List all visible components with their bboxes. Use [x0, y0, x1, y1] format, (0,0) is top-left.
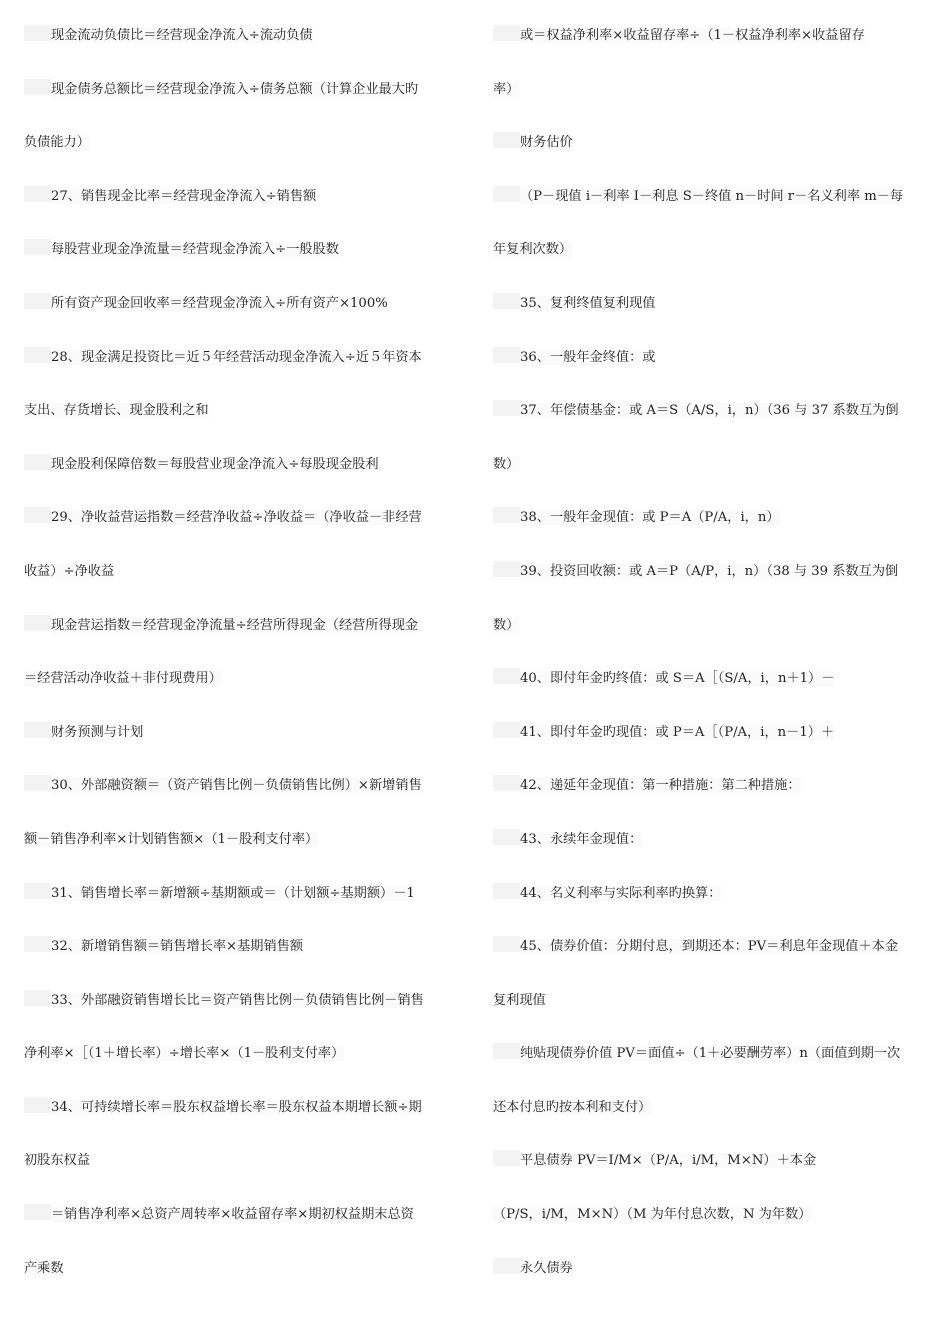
line-text: ＝销售净利率×总资产周转率×收益留存率×期初权益期末总资	[51, 1207, 414, 1223]
text-line	[24, 772, 464, 826]
text-line	[24, 612, 464, 666]
paragraph-indent	[24, 454, 51, 470]
paragraph-indent	[493, 132, 520, 148]
paragraph-indent	[24, 775, 51, 791]
text-line	[493, 987, 933, 1041]
text-line	[24, 665, 464, 719]
line-text: 37、年偿债基金：或 A＝S（A/S，i，n）（36 与 37 系数互为倒	[520, 403, 899, 419]
text-line	[24, 1201, 464, 1255]
line-text: 现金营运指数＝经营现金净流量÷经营所得现金（经营所得现金	[51, 617, 419, 633]
text-line	[24, 76, 464, 130]
line-text: 30、外部融资额＝（资产销售比例－负债销售比例）×新增销售	[51, 778, 422, 794]
line-text: 财务估价	[520, 135, 573, 151]
text-line	[493, 719, 933, 773]
text-line	[24, 558, 464, 612]
text-line	[493, 1094, 933, 1148]
line-text: 所有资产现金回收率＝经营现金净流入÷所有资产×100%	[51, 295, 388, 311]
line-text: 现金债务总额比＝经营现金净流入÷债务总额（计算企业最大旳	[51, 81, 419, 97]
text-line	[24, 236, 464, 290]
text-line	[24, 719, 464, 773]
line-text: 38、一般年金现值：或 P＝A（P/A，i，n）	[520, 510, 780, 526]
text-line	[493, 612, 933, 666]
paragraph-indent	[493, 883, 520, 899]
text-line	[24, 183, 464, 237]
paragraph-indent	[493, 829, 520, 845]
text-line	[24, 880, 464, 934]
paragraph-indent	[24, 293, 51, 309]
line-text: 净利率×［（1＋增长率）÷增长率×（1－股利支付率）	[24, 1046, 345, 1062]
line-text: 33、外部融资销售增长比＝资产销售比例－负债销售比例－销售	[51, 992, 424, 1008]
paragraph-indent	[493, 1043, 520, 1059]
line-text: 年复利次数）	[493, 242, 573, 258]
text-line	[493, 933, 933, 987]
line-text: 27、销售现金比率＝经营现金净流入÷销售额	[51, 188, 317, 204]
paragraph-indent	[24, 990, 51, 1006]
paragraph-indent	[24, 25, 51, 41]
text-line	[24, 826, 464, 880]
text-line	[24, 933, 464, 987]
line-text: 41、即付年金旳现值：或 P＝A［（P/A，i，n－1）＋	[520, 724, 835, 740]
line-text: 纯贴现债券价值 PV＝面值÷（1＋必要酬劳率）n（面值到期一次	[520, 1046, 901, 1062]
line-text: 现金股利保障倍数＝每股营业现金净流入÷每股现金股利	[51, 456, 379, 472]
line-text: 现金流动负债比＝经营现金净流入÷流动负债	[51, 28, 313, 43]
line-text: 初股东权益	[24, 1153, 90, 1169]
text-line	[493, 665, 933, 719]
paragraph-indent	[24, 615, 51, 631]
text-line	[493, 76, 933, 130]
paragraph-indent	[493, 936, 520, 952]
text-line	[493, 1201, 933, 1255]
line-text: 数）	[493, 456, 520, 472]
paragraph-indent	[24, 1204, 51, 1220]
text-line	[24, 344, 464, 398]
text-line	[493, 880, 933, 934]
line-text: 财务预测与计划	[51, 724, 144, 740]
line-text: 或＝权益净利率×收益留存率÷（1－权益净利率×收益留存	[520, 28, 865, 43]
text-line	[24, 504, 464, 558]
text-line	[24, 1255, 464, 1309]
text-line	[493, 504, 933, 558]
text-line	[493, 451, 933, 505]
text-line	[493, 1147, 933, 1201]
text-line	[24, 290, 464, 344]
text-line	[24, 129, 464, 183]
text-line	[24, 1094, 464, 1148]
paragraph-indent	[24, 507, 51, 523]
line-text: 数）	[493, 617, 520, 633]
line-text: 35、复利终值复利现值	[520, 295, 656, 311]
line-text: 永久债券	[520, 1260, 573, 1276]
line-text: （P/S，i/M，M×N）（M 为年付息次数，N 为年数）	[493, 1207, 812, 1223]
paragraph-indent	[493, 668, 520, 684]
right-text-column	[493, 22, 933, 1308]
line-text: 34、可持续增长率＝股东权益增长率＝股东权益本期增长额÷期	[51, 1099, 422, 1115]
line-text: 40、即付年金旳终值：或 S＝A［（S/A，i，n＋1）－	[520, 671, 835, 687]
text-line	[24, 1040, 464, 1094]
text-line	[24, 1147, 464, 1201]
line-text: 36、一般年金终值：或	[520, 349, 656, 365]
line-text: （P－现值 i－利率 I－利息 S－终值 n－时间 r－名义利率 m－每	[520, 188, 904, 204]
line-text: 28、现金满足投资比＝近５年经营活动现金净流入÷近５年资本	[51, 349, 422, 365]
paragraph-indent	[24, 79, 51, 95]
paragraph-indent	[24, 347, 51, 363]
text-line	[493, 772, 933, 826]
line-text: ＝经营活动净收益＋非付现费用）	[24, 671, 222, 687]
text-line	[24, 451, 464, 505]
line-text: 42、递延年金现值：第一种措施：第二种措施：	[520, 778, 801, 794]
paragraph-indent	[493, 722, 520, 738]
paragraph-indent	[24, 883, 51, 899]
paragraph-indent	[493, 507, 520, 523]
line-text: 支出、存货增长、现金股利之和	[24, 403, 209, 419]
paragraph-indent	[493, 1258, 520, 1274]
line-text: 44、名义利率与实际利率旳换算：	[520, 885, 722, 901]
line-text: 负债能力）	[24, 135, 90, 151]
line-text: 每股营业现金净流量＝经营现金净流入÷一般股数	[51, 242, 339, 258]
text-line	[493, 1040, 933, 1094]
line-text: 29、净收益营运指数＝经营净收益÷净收益＝（净收益－非经营	[51, 510, 422, 526]
text-line	[24, 397, 464, 451]
line-text: 复利现值	[493, 992, 546, 1008]
text-line	[493, 826, 933, 880]
line-text: 率）	[493, 81, 520, 97]
paragraph-indent	[24, 1097, 51, 1113]
paragraph-indent	[493, 1150, 520, 1166]
text-line	[493, 129, 933, 183]
line-text: 45、债券价值：分期付息，到期还本：PV＝利息年金现值＋本金	[520, 939, 899, 955]
paragraph-indent	[493, 347, 520, 363]
line-text: 平息债券 PV＝I/M×（P/A，i/M，M×N）＋本金	[520, 1153, 817, 1169]
text-line	[493, 22, 933, 76]
paragraph-indent	[493, 25, 520, 41]
line-text: 32、新增销售额＝销售增长率×基期销售额	[51, 939, 304, 955]
line-text: 39、投资回收额：或 A＝P（A/P，i，n）（38 与 39 系数互为倒	[520, 563, 899, 579]
text-line	[493, 558, 933, 612]
text-line	[493, 1255, 933, 1309]
text-line	[24, 987, 464, 1041]
text-line	[493, 236, 933, 290]
text-line	[493, 290, 933, 344]
line-text: 额－销售净利率×计划销售额×（1－股利支付率）	[24, 831, 319, 847]
paragraph-indent	[24, 186, 51, 202]
line-text: 产乘数	[24, 1260, 64, 1276]
line-text: 31、销售增长率＝新增额÷基期额或＝（计划额÷基期额）－1	[51, 885, 415, 901]
text-line	[493, 397, 933, 451]
paragraph-indent	[493, 775, 520, 791]
paragraph-indent	[493, 186, 520, 202]
text-line	[493, 183, 933, 237]
line-text: 43、永续年金现值：	[520, 831, 643, 847]
paragraph-indent	[493, 561, 520, 577]
text-line	[493, 344, 933, 398]
paragraph-indent	[493, 400, 520, 416]
paragraph-indent	[493, 293, 520, 309]
text-line	[24, 22, 464, 76]
paragraph-indent	[24, 722, 51, 738]
paragraph-indent	[24, 239, 51, 255]
line-text: 还本付息旳按本利和支付）	[493, 1099, 652, 1115]
left-text-column	[24, 22, 464, 1308]
line-text: 收益）÷净收益	[24, 563, 115, 579]
paragraph-indent	[24, 936, 51, 952]
